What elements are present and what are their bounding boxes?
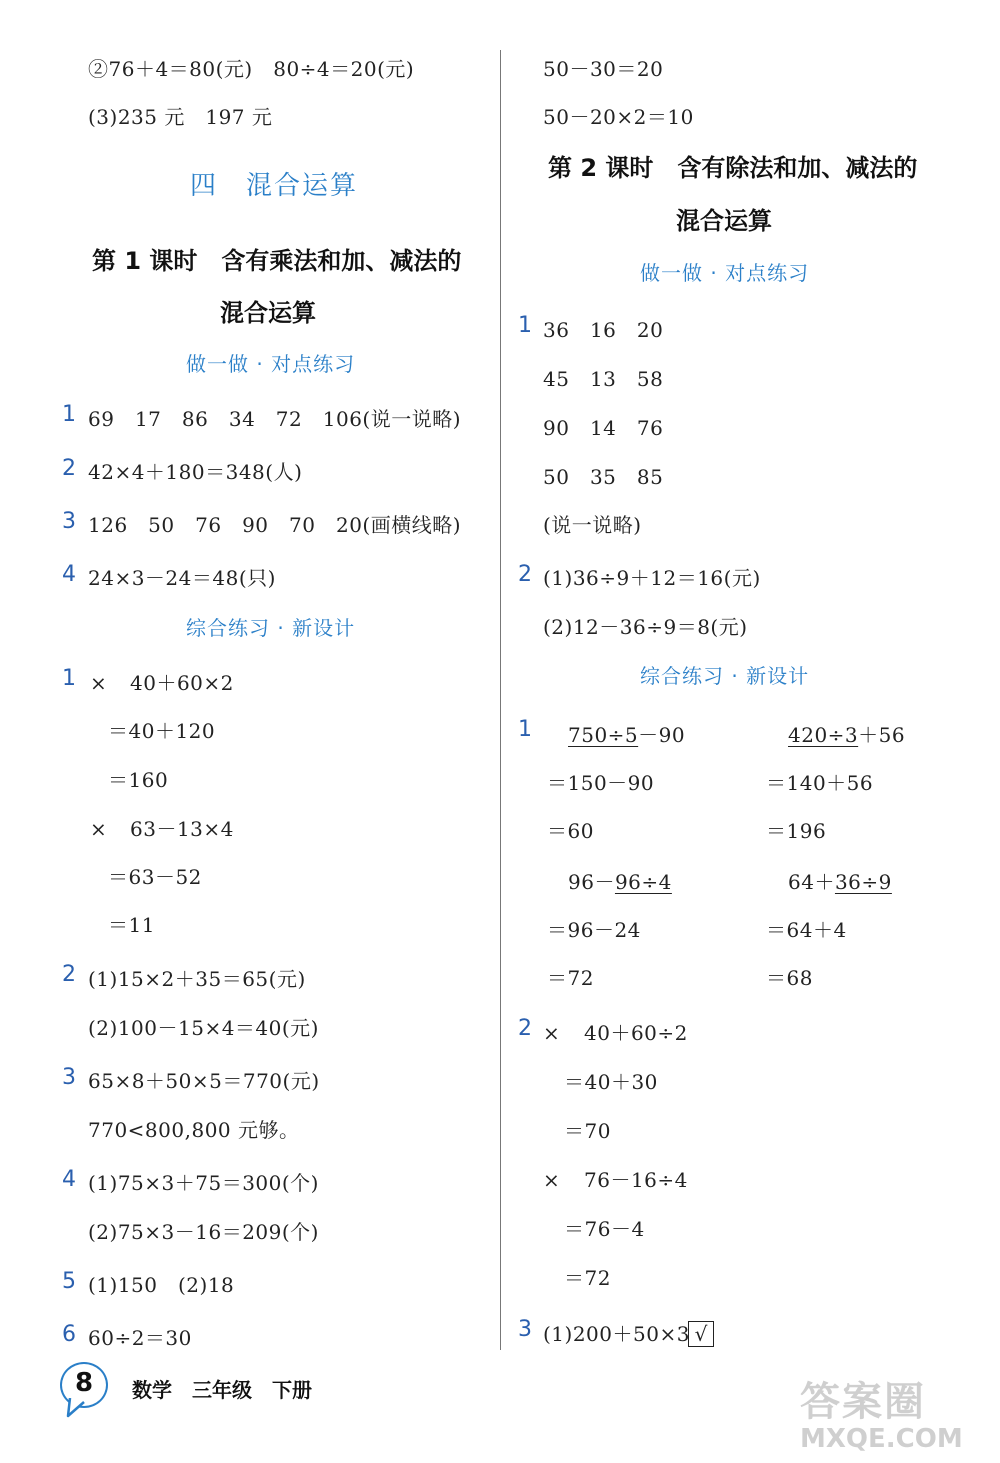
speech-tail-icon (66, 1398, 88, 1418)
section-heading: 做一做 · 对点练习 (186, 352, 356, 376)
answer-line: ＝140＋56 (766, 771, 874, 795)
answer-line: 65×8＋50×5＝770(元) (88, 1069, 320, 1093)
question-number: 4 (62, 1167, 76, 1192)
answer-line: ＝150－90 (547, 771, 655, 795)
wrong-mark: × (90, 817, 108, 841)
question-number: 1 (518, 717, 532, 742)
answer-line: 60÷2＝30 (88, 1326, 192, 1350)
answer-line: ＝196 (766, 819, 827, 843)
answer-line: ＝76－4 (564, 1217, 645, 1241)
section-heading: 做一做 · 对点练习 (640, 261, 810, 285)
lesson-title-line2: 混合运算 (676, 207, 772, 235)
unit-title: 四 混合运算 (190, 171, 359, 201)
answer-line: 40＋60×2 (130, 671, 234, 695)
watermark-logo-text: 答案圈 (800, 1379, 926, 1425)
answer-line: ＝63－52 (108, 865, 202, 889)
answer-line: ＝64＋4 (766, 918, 847, 942)
question-number: 2 (62, 962, 76, 987)
answer-line: 76－16÷4 (584, 1168, 688, 1192)
question-number: 2 (62, 456, 76, 481)
wrong-mark: × (543, 1021, 561, 1045)
watermark (800, 1380, 963, 1454)
question-number: 3 (518, 1317, 532, 1342)
answer-line: 50－30＝20 (543, 57, 664, 81)
question-number: 1 (62, 402, 76, 427)
question-number: 1 (518, 313, 532, 338)
answer-line: ＝72 (547, 966, 594, 990)
column-divider (500, 50, 501, 1350)
answer-line: 36 16 20 (543, 318, 664, 342)
lesson-title-line2: 混合运算 (220, 299, 316, 327)
section-heading: 综合练习 · 新设计 (186, 616, 356, 640)
answer-line: ＝96－24 (547, 918, 641, 942)
answer-line: ②76＋4＝80(元) 80÷4＝20(元) (88, 57, 415, 81)
question-number: 6 (62, 1322, 76, 1347)
answer-line: 96－96÷4 (568, 870, 672, 894)
book-title: 数学 三年级 下册 (132, 1378, 312, 1402)
section-heading: 综合练习 · 新设计 (640, 664, 810, 688)
answer-line: 63－13×4 (130, 817, 234, 841)
question-number: 2 (518, 1016, 532, 1041)
answer-line: 64＋36÷9 (788, 870, 892, 894)
answer-line: 42×4＋180＝348(人) (88, 460, 303, 484)
answer-line: (3)235 元 197 元 (88, 105, 273, 129)
answer-line: ＝72 (564, 1266, 611, 1290)
answer-line: ＝40＋30 (564, 1070, 658, 1094)
answer-line: 50 35 85 (543, 465, 664, 489)
page-number: 8 (74, 1368, 94, 1398)
answer-line: (2)75×3－16＝209(个) (88, 1220, 319, 1244)
question-number: 1 (62, 666, 76, 691)
lesson-title: 第 1 课时 含有乘法和加、减法的 (92, 247, 462, 275)
question-number: 4 (62, 562, 76, 587)
answer-line: ＝60 (547, 819, 594, 843)
answer-line: ＝70 (564, 1119, 611, 1143)
answer-line: 770<800,800 元够。 (88, 1118, 300, 1142)
answer-line: (1)150 (2)18 (88, 1273, 235, 1297)
watermark-url: MXQE.COM (800, 1424, 963, 1454)
answer-line: 126 50 76 90 70 20(画横线略) (88, 513, 462, 537)
answer-line: (说一说略) (543, 513, 642, 537)
answer-line: ＝40＋120 (108, 719, 216, 743)
answer-line: 40＋60÷2 (584, 1021, 688, 1045)
answer-line: 69 17 86 34 72 106(说一说略) (88, 407, 462, 431)
answer-line: (2)100－15×4＝40(元) (88, 1016, 319, 1040)
wrong-mark: × (90, 671, 108, 695)
wrong-mark: × (543, 1168, 561, 1192)
answer-line: (2)12－36÷9＝8(元) (543, 615, 748, 639)
answer-line: (1)15×2＋35＝65(元) (88, 967, 306, 991)
page-footer (60, 1362, 360, 1422)
check-box: √ (688, 1321, 714, 1347)
question-number: 3 (62, 1065, 76, 1090)
answer-line: 45 13 58 (543, 367, 664, 391)
answer-line: 50－20×2＝10 (543, 105, 694, 129)
answer-line: 24×3－24＝48(只) (88, 566, 276, 590)
answer-line: 750÷5－90 (568, 723, 686, 747)
answer-line: ＝160 (108, 768, 169, 792)
answer-line: (1)200＋50×3 (543, 1322, 690, 1346)
answer-line: 420÷3＋56 (788, 723, 906, 747)
answer-line: ＝68 (766, 966, 813, 990)
lesson-title: 第 2 课时 含有除法和加、减法的 (548, 154, 918, 182)
question-number: 5 (62, 1269, 76, 1294)
answer-line: ＝11 (108, 913, 155, 937)
answer-line: 90 14 76 (543, 416, 664, 440)
question-number: 3 (62, 509, 76, 534)
question-number: 2 (518, 562, 532, 587)
answer-line: (1)75×3＋75＝300(个) (88, 1171, 319, 1195)
answer-line: (1)36÷9＋12＝16(元) (543, 566, 761, 590)
